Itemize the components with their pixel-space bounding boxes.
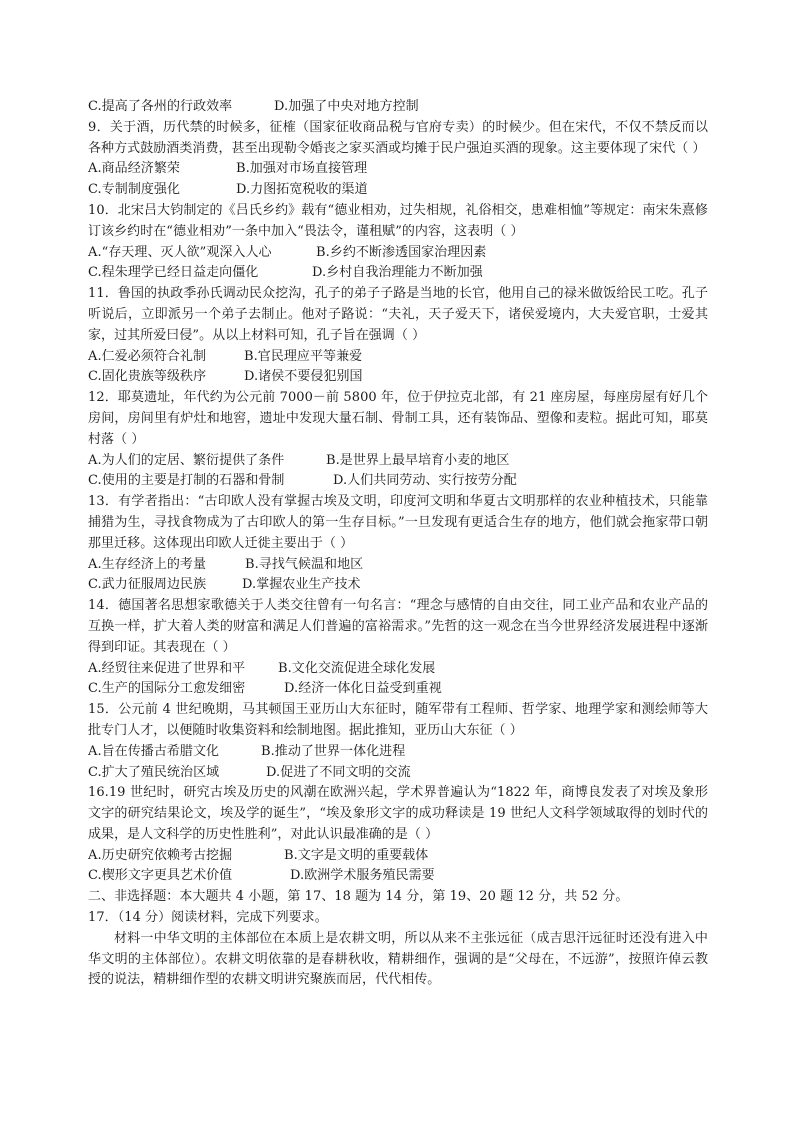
- q8-options-cd: [88, 97, 708, 118]
- q12-option-a: A.为人们的定居、繁衍提供了条件: [88, 452, 285, 468]
- q13-options-cd: [88, 575, 708, 596]
- q13-options-ab: [88, 555, 708, 576]
- q9-option-d: D.力图拓宽税收的渠道: [236, 182, 368, 198]
- q16-option-c: C.楔形文字更具艺术价值: [88, 868, 233, 884]
- q12-option-c: C.使用的主要是打制的石器和骨制: [88, 473, 285, 489]
- q9-options-ab: [88, 159, 708, 180]
- q13-option-d: D.掌握农业生产技术: [242, 577, 361, 593]
- q15-option-a: A.旨在传播古希腊文化: [88, 743, 220, 759]
- q14-option-a: A.经贸往来促进了世界和平: [88, 660, 246, 676]
- q12-options-cd: [88, 471, 708, 492]
- q12-stem: 12．耶莫遗址，年代约为公元前 7000－前 5800 年，位于伊拉克北部，有 21 座房屋，每座房屋有好几个房间，房间里有炉灶和地窖，遗址中发现大量石制、骨制工具，还有装饰品、塑像和麦粒。据此可知，耶莫村落（ ）: [88, 390, 708, 447]
- q10-option-d: D.乡村自我治理能力不断加强: [312, 265, 483, 281]
- q16-options-ab: [88, 846, 708, 867]
- q13-option-a: A.生存经济上的考量: [88, 556, 207, 572]
- q14-options-ab: [88, 659, 708, 680]
- q11-options-ab: [88, 347, 708, 368]
- q16-options-cd: [88, 866, 708, 887]
- q13-stem: 13．有学者指出：“古印欧人没有掌握古埃及文明，印度河文明和华夏古文明那样的农业种植技术，只能靠捕猎为生，寻找食物成为了古印欧人的第一生存目标。”一旦发现有更适合生存的地方，他们就会拖家带口朝那里迁移。这体现出印欧人迁徙主要出于（ ）: [88, 494, 708, 551]
- q9-option-b: B.加强对市场直接管理: [236, 161, 368, 177]
- q11-option-b: B.官民理应平等兼爱: [244, 348, 363, 364]
- q15-option-b: B.推动了世界一体化进程: [261, 743, 406, 759]
- q17-material-1: 材料一中华文明的主体部位在本质上是农耕文明，所以从来不主张远征（成吉思汗远征时还没有进入中华文明的主体部位）。农耕文明依靠的是春耕秋收，精耕细作，强调的是“父母在，不远游”，按照许倬云教授的说法，精耕细作型的农耕文明讲究聚族而居，代代相传。: [88, 930, 708, 988]
- exam-page: [88, 97, 708, 991]
- q14-options-cd: [88, 679, 708, 700]
- q9-options-cd: [88, 180, 708, 201]
- q12-option-b: B.是世界上最早培育小麦的地区: [326, 452, 510, 468]
- q8-option-d: D.加强了中央对地方控制: [274, 99, 419, 114]
- q9-stem: 9．关于酒，历代禁的时候多，征榷（国家征收商品税与官府专卖）的时候少。但在宋代，不仅不禁反而以各种方式鼓励酒类消费，甚至出现勒令婚丧之家买酒或均摊于民户强迫买酒的现象。这主要体现了宋代（ ）: [88, 119, 708, 156]
- q16-option-b: B.文字是文明的重要载体: [284, 847, 429, 863]
- q10-option-a: A.“存天理、灭人欲”观深入人心: [88, 244, 272, 260]
- q8-option-c: C.提高了各州的行政效率: [88, 99, 233, 114]
- q12-options-ab: [88, 451, 708, 472]
- q11-option-d: D.诸侯不要侵犯别国: [244, 369, 363, 385]
- q10-option-c: C.程朱理学已经日益走向僵化: [88, 265, 259, 281]
- q16-option-d: D.欧洲学术服务殖民需要: [290, 868, 435, 884]
- q16-option-a: A.历史研究依赖考古挖掘: [88, 847, 233, 863]
- q10-stem: 10．北宋吕大钧制定的《吕氏乡约》载有“德业相劝，过失相规，礼俗相交，患难相恤”等规定：南宋朱熹修订该乡约时在“德业相劝”一条中加入“畏法令，谨租赋”的内容，这表明（ ）: [88, 202, 708, 239]
- q11-stem: 11．鲁国的执政季孙氏调动民众挖沟，孔子的弟子子路是当地的长官，他用自己的禄米做饭给民工吃。孔子听说后，立即派另一个弟子去制止。他对子路说：“夫礼，天子爱天下，诸侯爱境内，大夫爱官职，士爱其家，过其所爱曰侵”。从以上材料可知，孔子旨在强调（ ）: [88, 286, 708, 343]
- q9-option-c: C.专制制度强化: [88, 182, 181, 198]
- section2-heading: 二、非选择题：本大题共 4 小题，第 17、18 题为 14 分，第 19、20 题 12 分，共 52 分。: [88, 889, 629, 905]
- q15-stem: 15．公元前 4 世纪晚期，马其顿国王亚历山大东征时，随军带有工程师、哲学家、地理学家和测绘师等大批专门人才，以便随时收集资料和绘制地图。据此推知，亚历山大东征（ ）: [88, 702, 708, 738]
- q12-option-d: D.人们共同劳动、实行按劳分配: [333, 473, 517, 489]
- q15-options-ab: [88, 742, 708, 763]
- q9-option-a: A.商品经济繁荣: [88, 161, 180, 177]
- q11-option-c: C.固化贵族等级秩序: [88, 369, 207, 385]
- q14-stem: 14．德国著名思想家歌德关于人类交往曾有一句名言：“理念与感情的自由交往，同工业产品和农业产品的互换一样，扩大着人类的财富和满足人们普遍的富裕需求。”先哲的这一观念在当今世界经济发展进程中逐渐得到印证。其表现在（ ）: [88, 598, 708, 655]
- q14-option-b: B.文化交流促进全球化发展: [278, 660, 436, 676]
- q17-stem: 17．（14 分）阅读材料，完成下列要求。: [88, 910, 328, 926]
- q15-option-c: C.扩大了殖民统治区域: [88, 764, 220, 780]
- q13-option-b: B.寻找气候温和地区: [245, 556, 364, 572]
- q11-options-cd: [88, 367, 708, 388]
- q13-option-c: C.武力征服周边民族: [88, 577, 207, 593]
- q10-options-cd: [88, 263, 708, 284]
- q15-option-d: D.促进了不同文明的交流: [266, 764, 411, 780]
- q14-option-d: D.经济一体化日益受到重视: [284, 681, 442, 697]
- q11-option-a: A.仁爱必须符合礼制: [88, 348, 207, 364]
- q15-options-cd: [88, 763, 708, 784]
- q16-stem: 16.19 世纪时，研究古埃及历史的风潮在欧洲兴起，学术界普遍认为“1822 年，商博良发表了对埃及象形文字的研究结果论文，埃及学的诞生”，“埃及象形文字的成功释读是 19 世纪人文科学领域取得的划时代的成果，是人文科学的历史性胜利”，对此认识最准确的是（ ）: [88, 785, 708, 842]
- q10-options-ab: [88, 243, 708, 264]
- q10-option-b: B.乡约不断渗透国家治理因素: [316, 244, 487, 260]
- q14-option-c: C.生产的国际分工愈发细密: [88, 681, 246, 697]
